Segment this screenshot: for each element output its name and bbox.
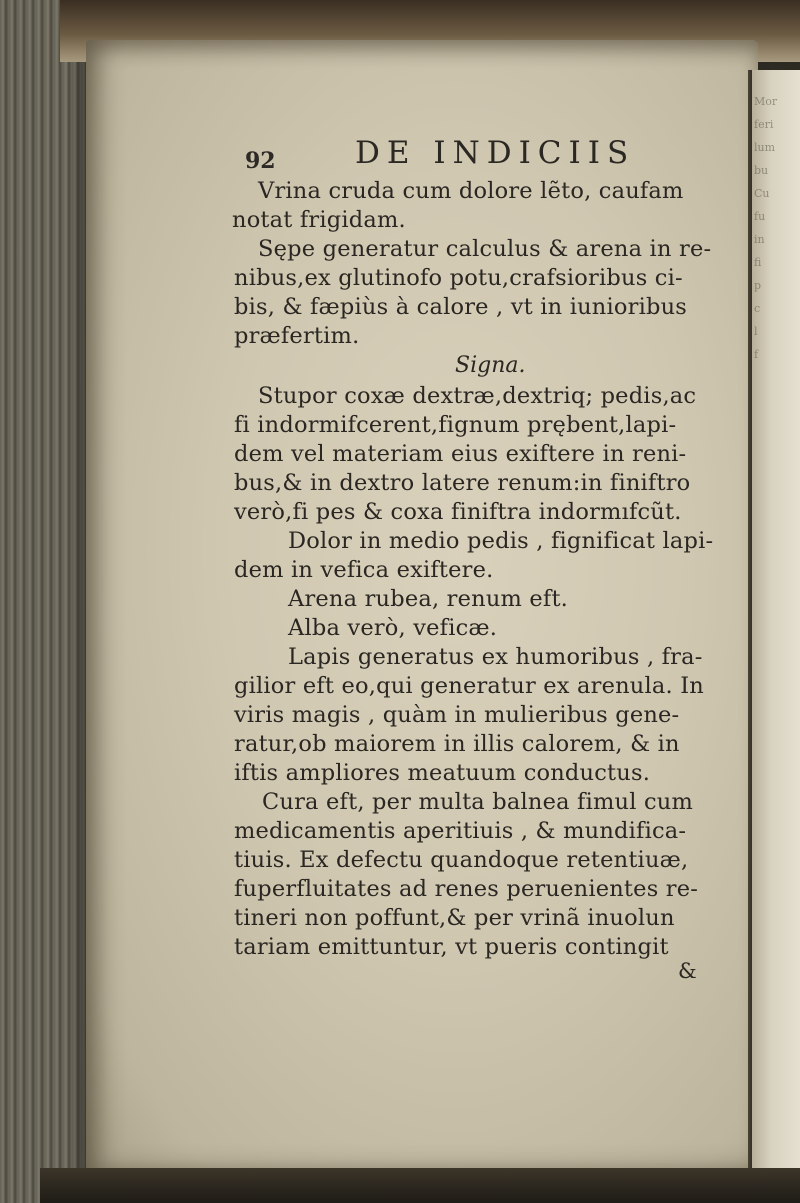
- facing-fragment: lum: [754, 141, 776, 154]
- text-line: dem in vefica exiftere.: [234, 557, 494, 583]
- text-line: bis, & fæpiùs à calore , vt in iunioribus: [234, 294, 688, 320]
- facing-fragment: fu: [754, 210, 766, 223]
- text-line: Alba verò, veficæ.: [288, 615, 498, 641]
- text-line: Lapis generatus ex humoribus , fra-: [288, 644, 703, 670]
- facing-fragment: Mor: [754, 95, 778, 108]
- page-number: 92: [245, 148, 276, 174]
- catchword: &: [678, 959, 697, 983]
- text-line: iftis ampliores meatuum conductus.: [234, 760, 651, 786]
- facing-fragment: f: [754, 348, 759, 361]
- facing-fragment: fi: [754, 256, 762, 269]
- text-line: Dolor in medio pedis , fignificat lapi-: [288, 528, 714, 554]
- text-line: Sępe generatur calculus & arena in re-: [258, 236, 712, 262]
- facing-fragment: bu: [754, 164, 769, 177]
- text-line: fi indormifcerent,fignum prębent,lapi-: [234, 412, 677, 438]
- text-line: viris magis , quàm in mulieribus gene-: [234, 702, 680, 728]
- text-line: tiuis. Ex defectu quandoque retentiuæ,: [234, 847, 689, 873]
- facing-fragment: c: [754, 302, 761, 315]
- text-line: fuperfluitates ad renes peruenientes re-: [234, 876, 699, 902]
- facing-fragment: Cu: [754, 187, 770, 200]
- text-line: tariam emittuntur, vt pueris contingit: [234, 934, 669, 960]
- text-line: gilior eft eo,qui generatur ex arenula. In: [234, 673, 704, 699]
- text-line: dem vel materiam eius exiftere in reni-: [234, 441, 687, 467]
- text-line: tineri non poffunt,& per vrinã inuolun: [234, 905, 675, 931]
- text-line: præfertim.: [234, 323, 360, 349]
- facing-fragment: feri: [754, 118, 774, 131]
- text-line: nibus,ex glutinofo potu,crafsioribus ci-: [234, 265, 683, 291]
- text-line: medicamentis aperitiuis , & mundifica-: [234, 818, 687, 844]
- facing-fragment: l: [754, 325, 758, 338]
- text-line: Cura eft, per multa balnea fimul cum: [262, 789, 693, 815]
- text-line: Stupor coxæ dextræ,dextriq; pedis,ac: [258, 383, 697, 409]
- facing-fragment: in: [754, 233, 765, 246]
- facing-fragment: p: [754, 279, 762, 292]
- running-title: DE INDICIIS: [355, 135, 636, 171]
- text-line: bus,& in dextro latere renum:in finiftro: [234, 470, 691, 496]
- section-heading: Signa.: [455, 353, 526, 378]
- text-line: notat frigidam.: [232, 207, 406, 233]
- text-line: Arena rubea, renum eft.: [288, 586, 569, 612]
- text-line: verò,fi pes & coxa finiftra indormıfcũt.: [234, 499, 682, 525]
- text-line: Vrina cruda cum dolore lẽto, caufam: [258, 178, 684, 204]
- text-line: ratur,ob maiorem in illis calorem, & in: [234, 731, 680, 757]
